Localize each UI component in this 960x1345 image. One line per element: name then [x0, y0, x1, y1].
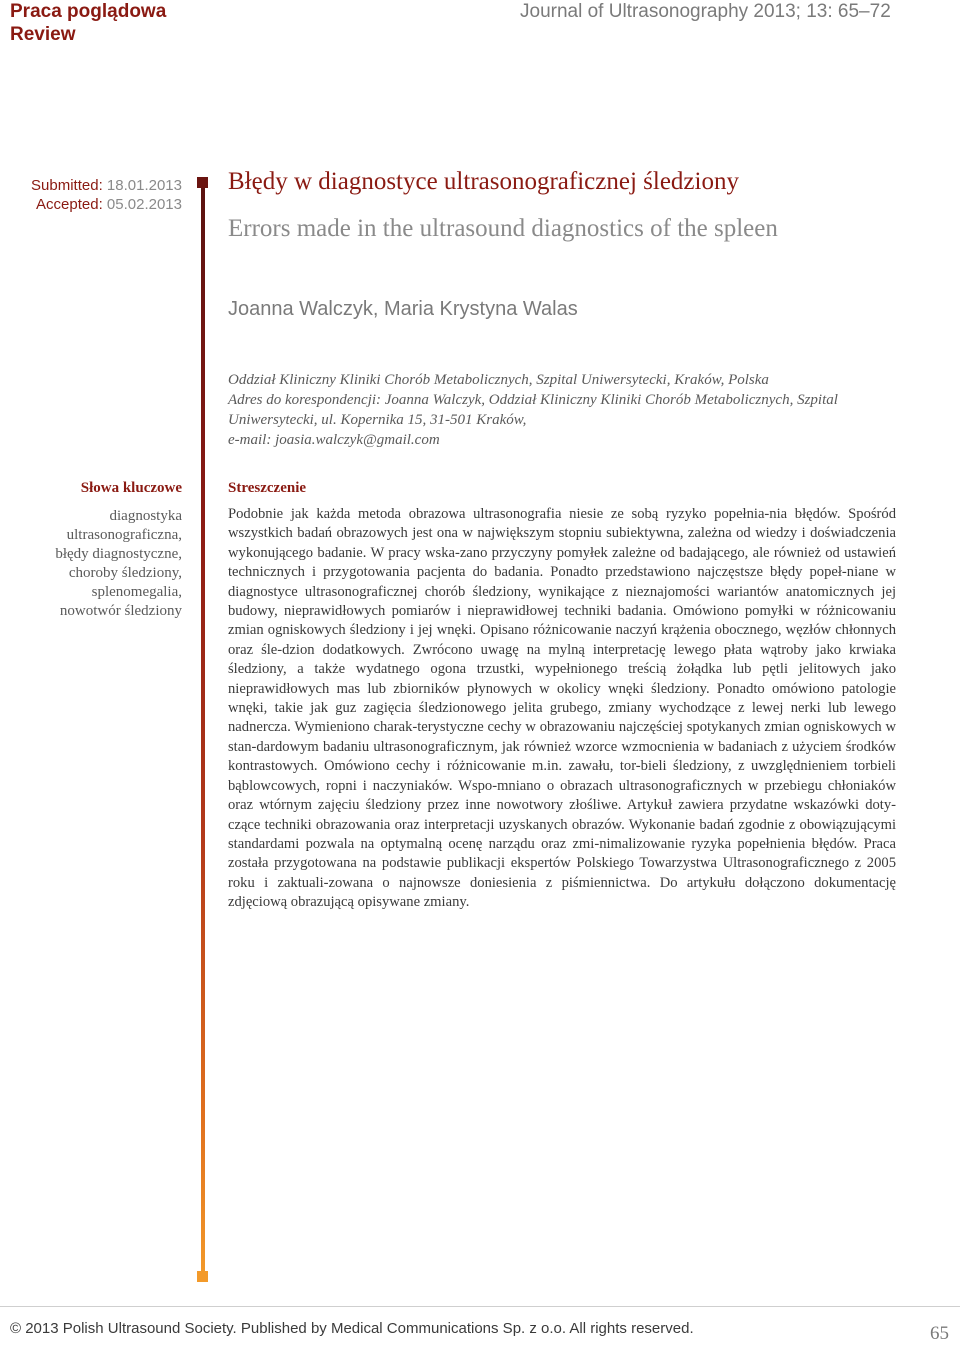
keyword-item: diagnostyka: [109, 508, 182, 524]
article-type: [10, 0, 166, 46]
keyword-item: choroby śledziony,: [68, 565, 182, 581]
submission-dates: [10, 176, 182, 214]
title-polish: Błędy w diagnostyce ultrasonograficznej śledziony: [228, 168, 739, 195]
authors: Joanna Walczyk, Maria Krystyna Walas: [228, 298, 578, 320]
accepted-label: Accepted:: [36, 196, 103, 213]
correspondence-address: Adres do korespondencji: Joanna Walczyk, Oddział Kliniczny Kliniki Chorób Metabolicznych, Szpital Uniwersytecki, ul. Kopernika 15, 31-501 Kraków,: [228, 392, 838, 428]
submitted-date: 18.01.2013: [106, 177, 182, 194]
abstract-body: [228, 505, 896, 913]
copyright-notice: © 2013 Polish Ultrasound Society. Published by Medical Communications Sp. z o.o. All rights reserved.: [10, 1320, 694, 1337]
accepted-date: 05.02.2013: [106, 196, 182, 213]
keywords-list: [10, 507, 182, 621]
page-number: 65: [930, 1323, 949, 1344]
keyword-item: błędy diagnostyczne,: [55, 546, 182, 562]
submitted-line: [10, 176, 182, 195]
article-type-pl: Praca poglądowa: [10, 1, 167, 22]
footer-divider: [0, 1306, 960, 1307]
keywords-heading: Słowa kluczowe: [80, 480, 182, 496]
accepted-line: [10, 195, 182, 214]
rule-bottom-square: [197, 1271, 208, 1282]
keyword-item: ultrasonograficzna,: [66, 527, 182, 543]
rule-top-square: [197, 177, 208, 188]
keyword-item: nowotwór śledziony: [59, 603, 182, 619]
submitted-label: Submitted:: [31, 177, 103, 194]
journal-citation: Journal of Ultrasonography 2013; 13: 65–72: [520, 1, 891, 22]
abstract-heading: Streszczenie: [228, 480, 307, 496]
article-type-en: Review: [10, 24, 76, 45]
correspondence-email: e-mail: joasia.walczyk@gmail.com: [228, 432, 440, 448]
affiliation-line: Oddział Kliniczny Kliniki Chorób Metabolicznych, Szpital Uniwersytecki, Kraków, Polska: [228, 372, 769, 388]
decorative-vertical-rule: [201, 183, 205, 1279]
title-english: Errors made in the ultrasound diagnostics of the spleen: [228, 215, 778, 242]
keyword-item: splenomegalia,: [91, 584, 182, 600]
abstract-text: Podobnie jak każda metoda obrazowa ultrasonografia niesie ze sobą ryzyko popełnia-nia błędów. Spośród wszystkich badań obrazowych jest ona w największym stopniu subiektywna, zależna od wiedzy i doświadczenia wykonującego badanie. W pracy wska-zano przyczyny pomyłek zależne od badającego, ale również od ustawień technicznych i przygotowania pacjenta do badania. Ponadto przedstawiono najczęstsze błędy popeł-niane w diagnostyce ultrasonograficznej chorób śledziony, wynikające z nieznajomości wariantów anatomicznych jej budowy, nieprawidłowych pomiarów i nieprawidłowej techniki badania. Omówiono pomyłki w różnicowaniu zmian ogniskowych śledziony i jej wnęki. Opisano różnicowanie naczyń krążenia obocznego, węzłów chłonnych oraz śle-dzion dodatkowych. Zwrócono uwagę na mylną interpretację lewego płata wątroby jako krwiaka śledziony, a także wydatnego ogona trzustki, wypełnionego treścią żołądka lub pętli jelitowych jako nieprawidłowych mas lub zbiorników płynowych w okolicy wnęki śledziony. Ponadto omówiono patologie wnęki, takie jak guz zagięcia śledzionowego jelita grubego, zmiany wychodzące z lewej nerki lub lewego nadnercza. Wymieniono charak-terystyczne cechy w obrazowaniu najczęściej spotykanych zmian ogniskowych w stan-dardowym badaniu ultrasonograficznym, jak również wzorce wzmocnienia w badaniach z użyciem środków kontrastowych. Omówiono cechy i różnicowanie m.in. zawału, tor-bieli śledziony, z uwzględnieniem torbieli bąblowcowych, ropni i naczyniaków. Wspo-mniano o obrazach ultrasonograficznych w przebiegu chłoniaków oraz wtórnym zajęciu śledziony przez inne nowotwory złośliwe. Artykuł zawiera przydatne wskazówki doty-czące techniki obrazowania oraz interpretacji uzyskanych obrazów. Wykonanie badań zgodnie z obowiązującymi standardami pozwala na optymalną ocenę narządu oraz zmi-nimalizowanie ryzyka popełnienia błędów. Praca została przygotowana na podstawie publikacji ekspertów Polskiego Towarzystwa Ultrasonograficznego z 2005 roku i zaktuali-zowana o najnowsze doniesienia z piśmiennictwa. Do artykułu dołączono dokumentację zdjęciową obrazującą opisywane zmiany.: [228, 506, 896, 911]
affiliation: [228, 370, 928, 450]
